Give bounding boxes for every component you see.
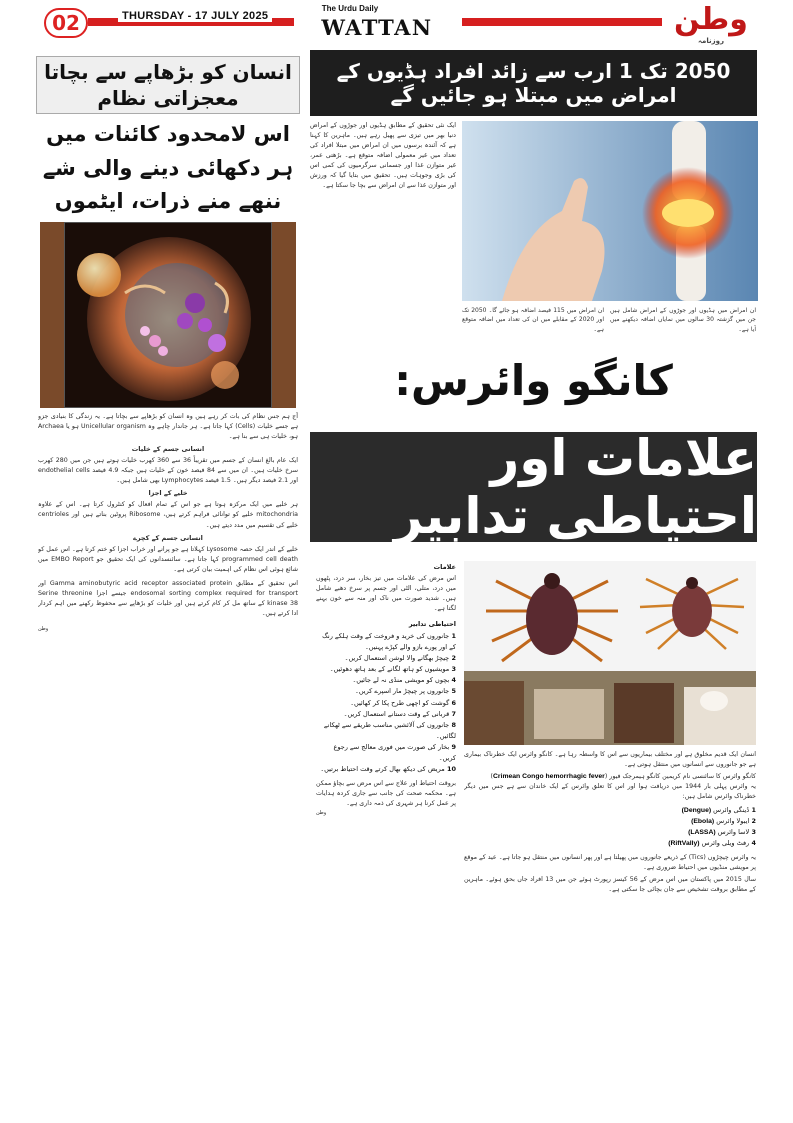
- precaution-item: [316, 631, 456, 653]
- precautions-subhead: احتیاطی تدابیر: [408, 620, 456, 629]
- congo-right-column: [464, 750, 756, 1120]
- precaution-number: 3: [449, 665, 456, 674]
- left-article-body: [38, 412, 298, 1118]
- related-virus-item: [464, 816, 756, 827]
- issue-date: THURSDAY - 17 JULY 2025: [118, 10, 272, 22]
- related-virus-en: (LASSA): [688, 829, 716, 837]
- symptoms-text: اس مرض کی علامات میں تیز بخار، سر درد، پٹھوں میں درد، متلی، الٹی اور جسم پر سرخ دھبے شامل ہیں۔ شدید صورت میں ناک اور منہ سے خون بہنے لگتا ہے۔: [316, 575, 456, 613]
- related-virus-ur: ایبولا وائرس: [714, 817, 750, 826]
- left-headline: اس لامحدود کائنات میں ہر دکھائی دینے والی شے ننھے منے ذرات، ایٹموں: [42, 122, 294, 214]
- left-intro: آج ہم جس نظام کی بات کر رہے ہیں وہ انسان کو بڑھاپے سے بچاتا ہے۔ یہ زندگی کا بنیادی جزو ہے جسے خلیات (Cells) کہا جاتا ہے۔ ہر جاندار چاہے وہ Unicellular organism ہو یا Archaea ہو، خلیات ہی سے بنا ہے۔: [38, 413, 298, 441]
- congo-left-column: [316, 560, 456, 1120]
- masthead-rule-right: [462, 18, 662, 26]
- congo-intro: انسان ایک قدیم مخلوق ہے اور مختلف بیماریوں سے اس کا واسطہ رہا ہے۔ کانگو وائرس ایک خطرناک بیماری ہے جو جانوروں سے انسانوں میں منتقل ہوتی ہے۔: [464, 751, 756, 769]
- related-virus-item: [464, 838, 756, 849]
- related-virus-number: 3: [749, 828, 756, 837]
- logo-small-text: روزنامہ: [697, 37, 725, 45]
- precautions-list: [316, 631, 456, 775]
- precaution-item: [316, 764, 456, 775]
- congo-credit: وطن: [316, 810, 327, 817]
- precaution-number: 4: [449, 676, 456, 685]
- precaution-item: [316, 686, 456, 697]
- related-virus-item: [464, 805, 756, 816]
- left-subhead-2: خلیے کے اجزا: [148, 489, 188, 498]
- precaution-number: 1: [449, 632, 456, 641]
- bone-caption-right: ان امراض میں ہڈیوں اور جوڑوں کے امراض شامل ہیں جن میں گزشتہ 30 سالوں میں نمایاں اضافہ دیکھنے میں آیا ہے۔: [610, 307, 756, 333]
- precaution-item: [316, 742, 456, 764]
- congo-closing: بروقت احتیاط اور علاج سے اس مرض سے بچاؤ ممکن ہے۔ محکمہ صحت کی جانب سے جاری کردہ ہدایات پر عمل کرنا ہر شہری کی ذمہ داری ہے۔: [316, 779, 456, 807]
- related-virus-number: 2: [749, 817, 756, 826]
- related-virus-en: (Dengue): [681, 807, 712, 815]
- precaution-number: 9: [449, 742, 456, 751]
- left-para-4: اس تحقیق کے مطابق Gamma aminobutyric acid receptor associated protein اور endosomal sorting complex required for transport جیسے اجزا Serine threonine kinase 38 کے ساتھ مل کر کام کرتے ہیں اور خلیات کو بڑھاپے سے محفوظ رکھنے میں اہم کردار ادا کرتے ہیں۔: [38, 579, 298, 617]
- bone-caption-left: ان امراض میں 115 فیصد اضافہ ہو جائے گا۔ 2050 تک اور 2020 کے مقابلے میں ان کی تعداد میں اضافہ متوقع ہے۔: [462, 307, 604, 333]
- congo-history: یہ وائرس پہلی بار 1944 میں دریافت ہوا اور اس کا تعلق وائرس کے ایک خاندان سے ہے جس میں دیگر خطرناک وائرس شامل ہیں:: [464, 783, 756, 801]
- precaution-text: مریض کی دیکھ بھال کرتے وقت احتیاط برتیں۔: [320, 764, 445, 773]
- precaution-text: مویشیوں کو ہاتھ لگانے کے بعد ہاتھ دھوئیں۔: [329, 665, 450, 674]
- left-subhead-1: انسانی جسم کے خلیات: [131, 445, 205, 454]
- precaution-text: گوشت کو اچھی طرح پکا کر کھائیں۔: [350, 698, 450, 707]
- precaution-item: [316, 653, 456, 664]
- precaution-text: جانوروں کی آلائشیں مناسب طریقے سے ٹھکانے لگائیں۔: [323, 720, 456, 740]
- tagline: The Urdu Daily: [321, 4, 379, 13]
- left-para-1: ایک عام بالغ انسان کے جسم میں تقریباً 36 سے 360 کھرب خلیات ہوتے ہیں جن میں 280 کھرب سرخ خلیات ہیں۔ ان میں سے 84 فیصد خون کے خلیات ہیں جبکہ 4.9 فیصد endothelial cells اور 2.1 فیصد دیگر ہیں۔ 1.5 فیصد Lymphocytes بھی شامل ہیں۔: [38, 457, 298, 485]
- left-subhead-3: انسانی جسم کے کچرے: [133, 533, 203, 542]
- congo-headline-2: علامات اور احتیاطی تدابیر: [310, 432, 757, 542]
- related-virus-en: (Ebola): [691, 818, 715, 826]
- precaution-item: [316, 664, 456, 675]
- left-para-3: خلیے کے اندر ایک حصہ Lysosome کہلاتا ہے جو پرانے اور خراب اجزا کو ختم کرتا ہے۔ اس عمل کو programmed cell death کہا جاتا ہے۔ سائنسدانوں کی ایک تحقیق جو EMBO Report میں شائع ہوئی اس نظام کی اہمیت بیان کرتی ہے۔: [38, 545, 298, 573]
- precaution-number: 10: [444, 764, 456, 773]
- congo-fullname-en: Crimean Congo hemorrhagic fever: [493, 773, 605, 781]
- precaution-text: بخار کی صورت میں فوری معالج سے رجوع کریں۔: [333, 742, 456, 762]
- related-virus-ur: لاسا وائرس: [715, 828, 750, 837]
- page-number: 02: [44, 8, 88, 38]
- related-virus-item: [464, 827, 756, 838]
- bone-headline: 2050 تک 1 ارب سے زائد افراد ہڈیوں کے امراض میں مبتلا ہو جائیں گے: [310, 50, 757, 116]
- congo-fullname-label: کانگو وائرس کا سائنسی نام کریمین کانگو ہیمرجک فیور: [609, 773, 756, 781]
- left-para-2: ہر خلیے میں ایک مرکزہ ہوتا ہے جو اس کے تمام افعال کو کنٹرول کرتا ہے۔ اس کے علاوہ mitochondria خلیے کو توانائی فراہم کرتے ہیں، Ribosome پروٹین بناتے ہیں اور centrioles خلیے کی تقسیم میں مدد دیتے ہیں۔: [38, 501, 298, 529]
- left-credit: وطن: [38, 626, 49, 632]
- related-virus-en: (RiftVally): [668, 840, 700, 848]
- related-virus-ur: رفٹ ویلی وائرس: [699, 839, 750, 848]
- precaution-number: 7: [449, 709, 456, 718]
- precaution-number: 2: [449, 654, 456, 663]
- related-virus-number: 1: [749, 806, 756, 815]
- precaution-item: [316, 720, 456, 742]
- symptoms-subhead: علامات: [433, 563, 456, 571]
- congo-headline-1: کانگو وائرس:: [394, 356, 673, 405]
- related-virus-ur: ڈینگی وائرس: [711, 806, 750, 815]
- ticks-and-cattle-image: [464, 561, 756, 745]
- precaution-item: [316, 675, 456, 686]
- knee-illustration: [462, 121, 758, 301]
- cell-illustration: [64, 222, 272, 408]
- bone-body: ایک نئی تحقیق کے مطابق ہڈیوں اور جوڑوں کے امراض دنیا بھر میں تیزی سے پھیل رہے ہیں۔ ماہرین کا کہنا ہے کہ آئندہ برسوں میں ان امراض میں مبتلا افراد کی تعداد میں غیر معمولی اضافہ متوقع ہے۔ بڑھتی عمر، غیر متوازن غذا اور جسمانی سرگرمیوں کی کمی اس کی بڑی وجوہات ہیں۔ تحقیق میں بتایا گیا کہ ورزش اور متوازن غذا سے ان امراض سے بچا جا سکتا ہے۔: [310, 122, 456, 190]
- logo-text: وطن: [674, 2, 748, 37]
- precaution-text: قربانی کے وقت دستانے استعمال کریں۔: [343, 709, 450, 718]
- urdu-logo: [668, 2, 754, 45]
- precaution-number: 8: [449, 720, 456, 729]
- precaution-text: جانوروں کی خرید و فروخت کے وقت ہلکے رنگ کے اور پورے بازو والے کپڑے پہنیں۔: [322, 632, 456, 652]
- related-virus-number: 4: [749, 839, 756, 848]
- precaution-number: 6: [449, 698, 456, 707]
- congo-ticks-text: یہ وائرس چیچڑوں (Tics) کے ذریعے جانوروں میں پھیلتا ہے اور پھر انسانوں میں منتقل ہو جاتا ہے۔ عید کے موقع پر مویشی منڈیوں میں احتیاط ضروری ہے۔: [464, 853, 756, 871]
- congo-fullname: کانگو وائرس کا سائنسی نام کریمین کانگو ہیمرجک فیور (Crimean Congo hemorrhagic fever): [490, 773, 756, 781]
- precaution-text: جانوروں پر چیچڑ مار اسپرے کریں۔: [355, 687, 450, 696]
- precaution-text: بچوں کو مویشی منڈی نہ لے جائیں۔: [352, 676, 450, 685]
- masthead-title: WATTAN: [321, 15, 433, 40]
- left-kicker: انسان کو بڑھاپے سے بچاتا معجزاتی نظام: [36, 56, 300, 114]
- precaution-text: چیچڑ بھگانے والا لوشن استعمال کریں۔: [344, 654, 450, 663]
- congo-stats: سال 2015 میں پاکستان میں اس مرض کے 56 کیسز رپورٹ ہوئے جن میں 13 افراد جاں بحق ہوئے۔ ماہرین کے مطابق بروقت تشخیص سے جان بچائی جا سکتی ہے۔: [464, 875, 756, 893]
- precaution-number: 5: [449, 687, 456, 696]
- precaution-item: [316, 709, 456, 720]
- precaution-item: [316, 698, 456, 709]
- related-virus-list: [464, 805, 756, 849]
